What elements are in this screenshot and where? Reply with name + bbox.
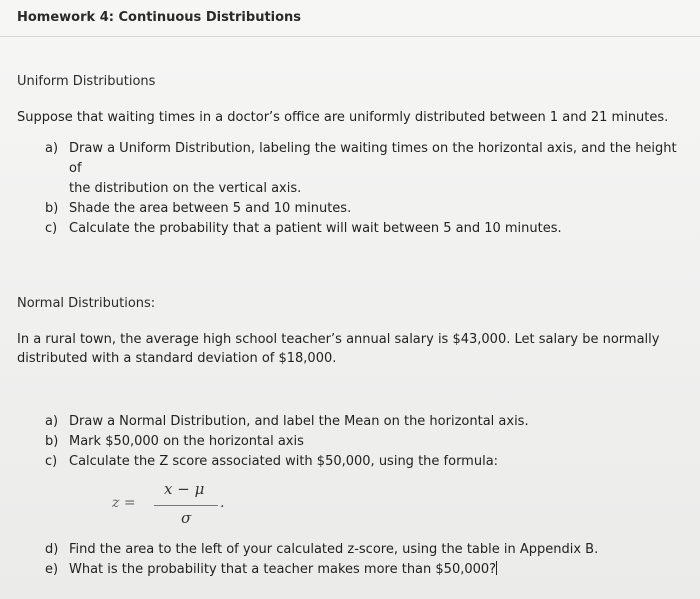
- uniform-question-c: [45, 219, 685, 239]
- question-marker: e): [45, 562, 59, 577]
- text-cursor: [496, 561, 497, 575]
- formula-denominator: σ: [181, 509, 192, 527]
- question-text: Calculate the Z score associated with $50,000, using the formula:: [69, 454, 499, 469]
- formula-period: .: [220, 495, 225, 511]
- formula-numerator: x − μ: [164, 480, 205, 498]
- normal-question-b: [45, 432, 665, 452]
- question-text: Draw a Uniform Distribution, labeling the waiting times on the horizontal axis, and the height of: [69, 141, 677, 176]
- normal-question-list: [45, 412, 665, 472]
- normal-question-list-continued: [45, 540, 665, 580]
- question-text: Draw a Normal Distribution, and label the Mean on the horizontal axis.: [69, 414, 529, 429]
- z-score-formula: [112, 482, 232, 534]
- question-marker: b): [45, 434, 59, 449]
- normal-question-e: [45, 560, 665, 580]
- question-marker: c): [45, 221, 58, 236]
- fraction-bar: [154, 505, 218, 506]
- question-text: Mark $50,000 on the horizontal axis: [69, 434, 304, 449]
- question-marker: c): [45, 454, 58, 469]
- normal-question-a: [45, 412, 665, 432]
- question-text: Calculate the probability that a patient will wait between 5 and 10 minutes.: [69, 221, 562, 236]
- uniform-question-a: [45, 139, 685, 199]
- question-marker: d): [45, 542, 59, 557]
- normal-question-c: [45, 452, 665, 472]
- question-text-continued: the distribution on the vertical axis.: [69, 181, 302, 196]
- question-marker: a): [45, 141, 59, 156]
- normal-intro-line2: distributed with a standard deviation of $18,000.: [17, 351, 337, 366]
- question-marker: b): [45, 201, 59, 216]
- question-text: Find the area to the left of your calculated z-score, using the table in Appendix B.: [69, 542, 599, 557]
- question-text: What is the probability that a teacher makes more than $50,000?: [69, 562, 497, 577]
- normal-intro: [17, 330, 659, 368]
- uniform-question-b: [45, 199, 685, 219]
- uniform-intro: Suppose that waiting times in a doctor’s office are uniformly distributed between 1 and 21 minutes.: [17, 110, 669, 125]
- normal-heading: Normal Distributions:: [17, 296, 156, 311]
- normal-question-d: [45, 540, 665, 560]
- page-title: Homework 4: Continuous Distributions: [17, 10, 302, 25]
- question-marker: a): [45, 414, 59, 429]
- question-text: Shade the area between 5 and 10 minutes.: [69, 201, 352, 216]
- formula-lhs: z =: [112, 495, 136, 511]
- title-divider: [0, 36, 700, 37]
- uniform-heading: Uniform Distributions: [17, 74, 156, 89]
- normal-intro-line1: In a rural town, the average high school teacher’s annual salary is $43,000. Let salary be normally: [17, 332, 660, 347]
- uniform-question-list: [45, 139, 685, 239]
